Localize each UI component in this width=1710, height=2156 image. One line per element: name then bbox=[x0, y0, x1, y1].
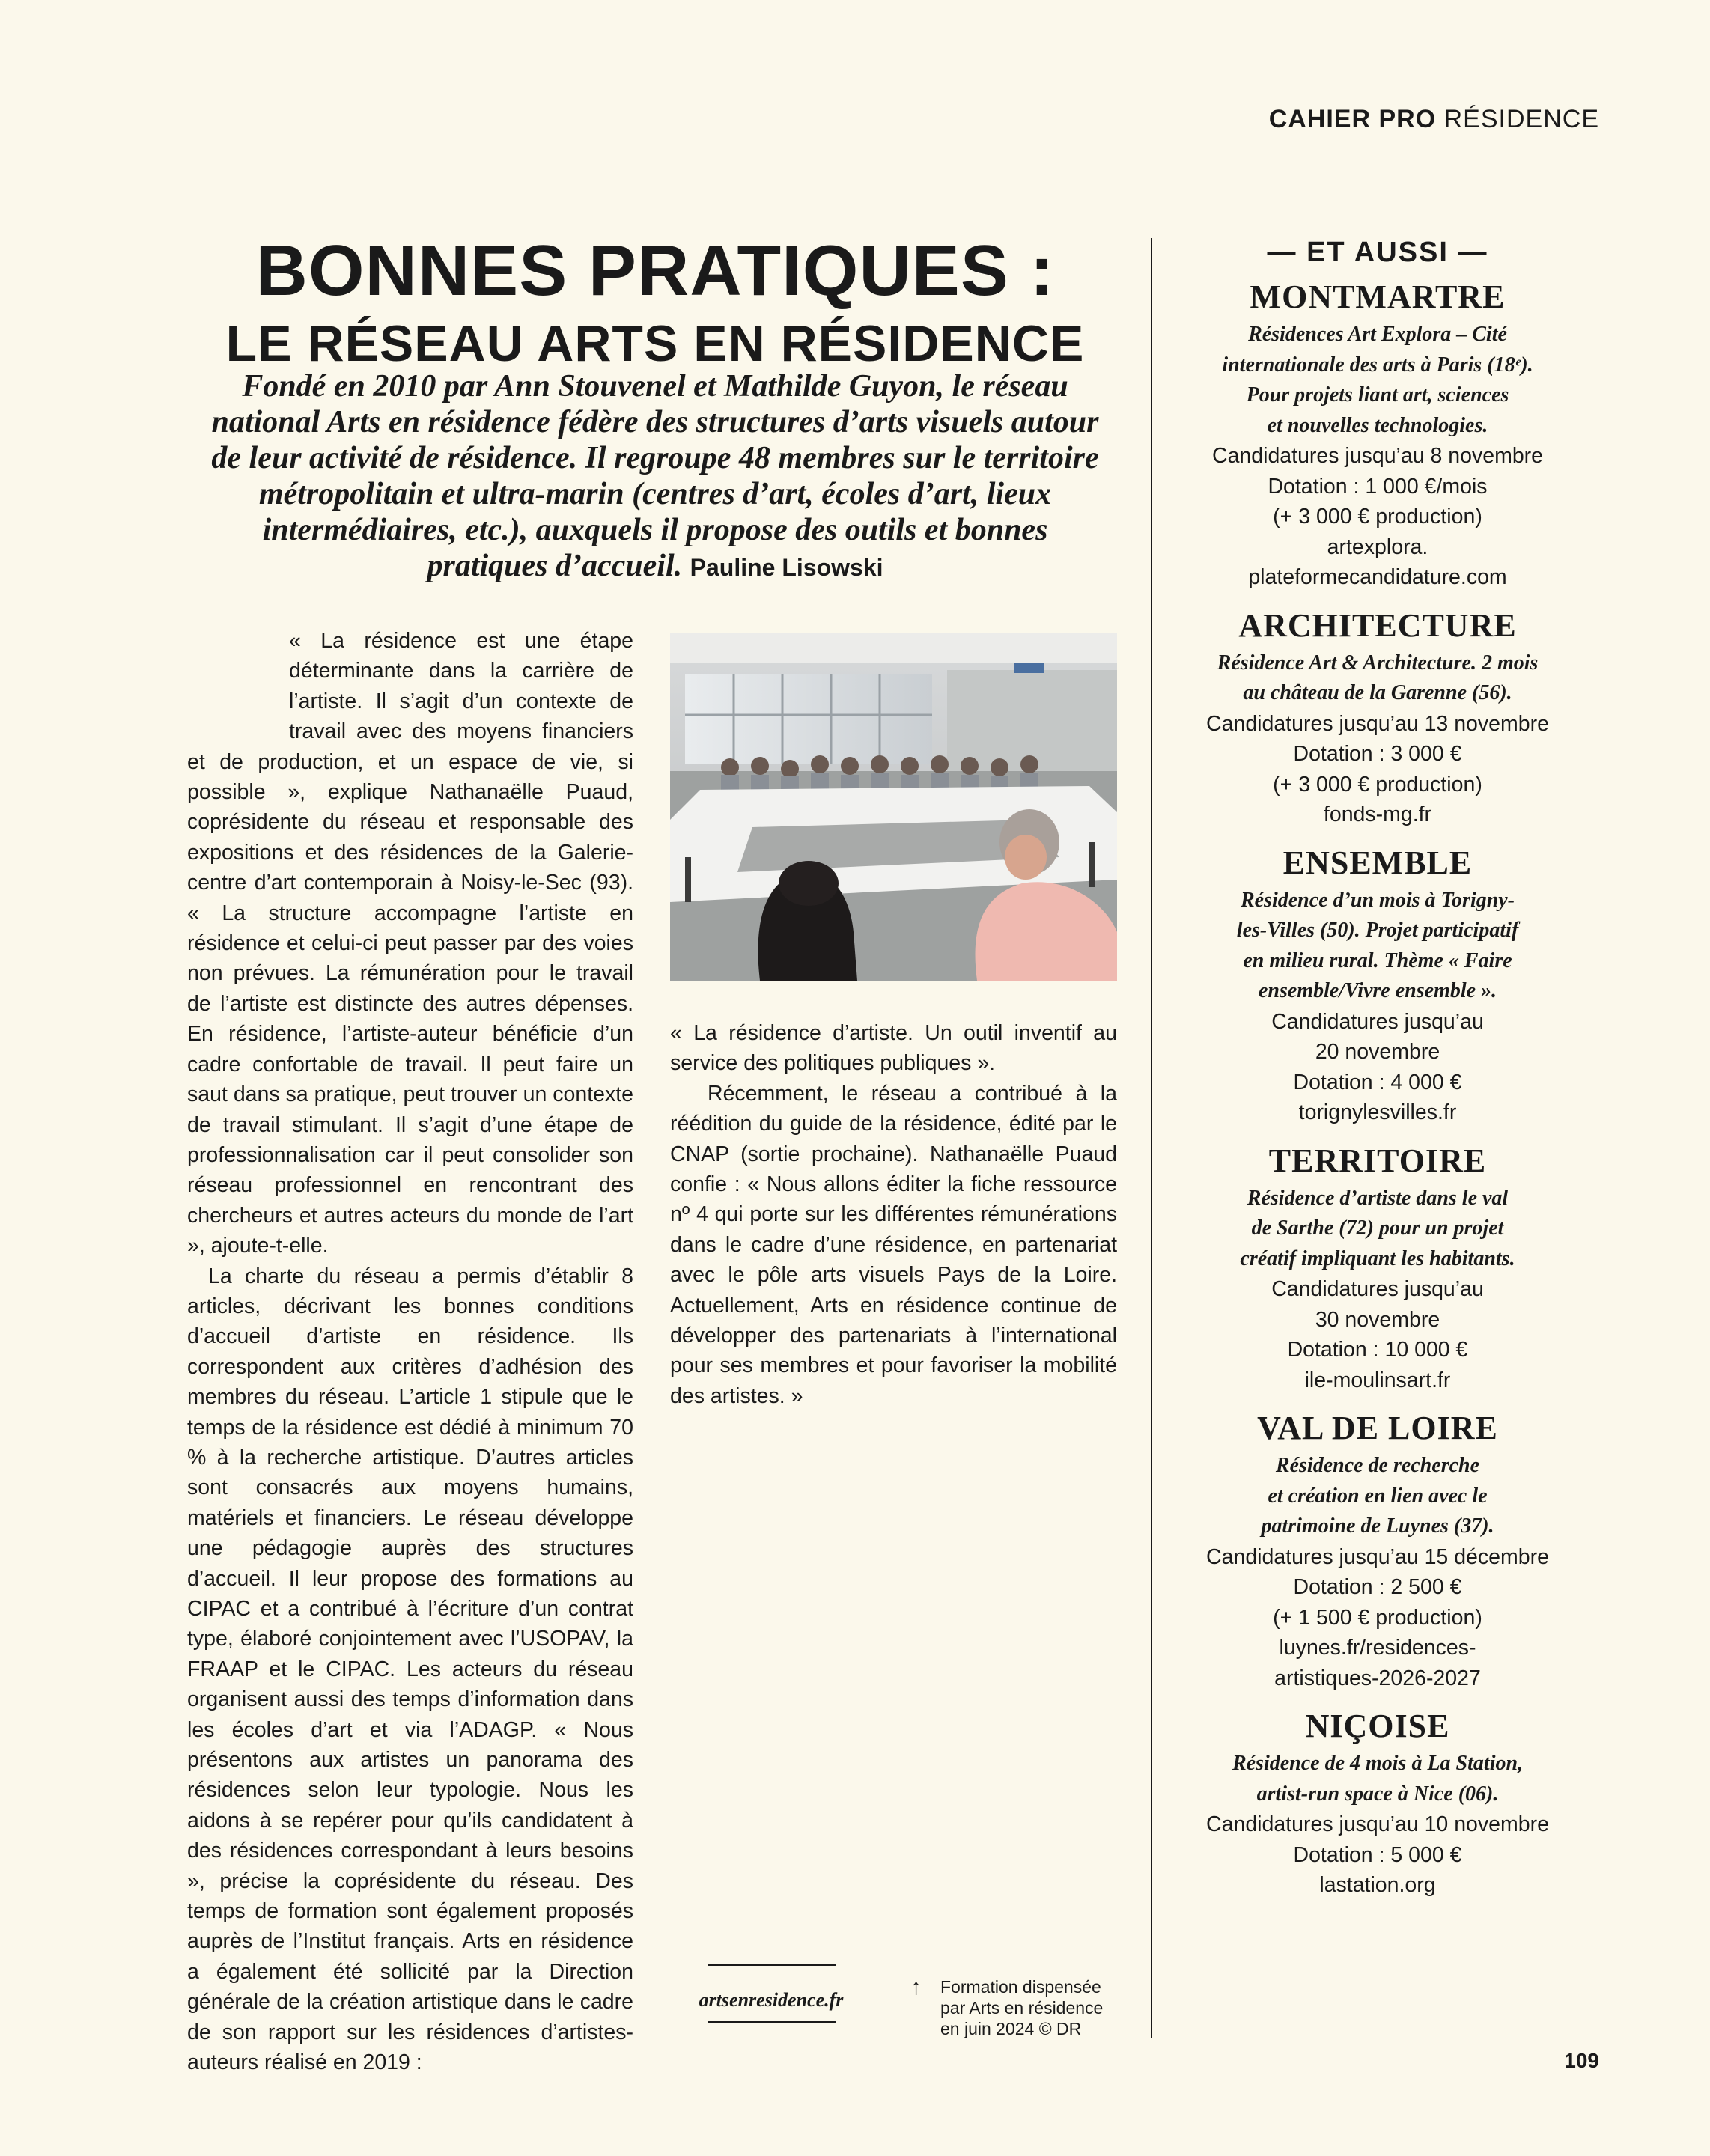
signature-rule-bottom bbox=[708, 2021, 836, 2023]
body-column-1 bbox=[187, 626, 633, 2078]
standfirst-text: Fondé en 2010 par Ann Stouvenel et Mathilde Guyon, le réseau national Arts en résidence fédère des structures d’arts visuels autour de leur activité de résidence. Il regroupe 48 membres sur le territoire métropolitain et ultra-marin (centres d’art, écoles d’art, lieux intermédiaires, etc.), auxquels il propose des outils et bonnes pratiques d’accueil. bbox=[211, 369, 1099, 583]
running-head bbox=[1269, 105, 1599, 134]
sidebar-item-territoire bbox=[1168, 1139, 1587, 1396]
sidebar-item-val-de-loire bbox=[1168, 1406, 1587, 1693]
standfirst bbox=[202, 368, 1108, 585]
sidebar-item-info: Candidatures jusqu’au 10 novembre Dotation : 5 000 € lastation.org bbox=[1206, 1812, 1549, 1897]
author-byline: Pauline Lisowski bbox=[690, 554, 883, 581]
sidebar-et-aussi bbox=[1168, 237, 1587, 1911]
page-number: 109 bbox=[1564, 2049, 1599, 2072]
sidebar-item-architecture bbox=[1168, 603, 1587, 830]
sidebar-item-info: Candidatures jusqu’au 8 novembre Dotation : 1 000 €/mois (+ 3 000 € production) artexplora. plateformecandidature.com bbox=[1211, 444, 1544, 589]
sidebar-item-description: Résidence d’artiste dans le val de Sarthe (72) pour un projet créatif impliquant les habitants. bbox=[1240, 1186, 1515, 1270]
column-divider bbox=[1151, 238, 1152, 2038]
sidebar-item-description: Résidence de 4 mois à La Station, artist-run space à Nice (06). bbox=[1232, 1752, 1524, 1806]
sidebar-item-info: Candidatures jusqu’au 30 novembre Dotation : 10 000 € ile-moulinsart.fr bbox=[1271, 1277, 1484, 1392]
title-line-2: LE RÉSEAU ARTS EN RÉSIDENCE bbox=[225, 315, 1085, 372]
website-signature: artsenresidence.fr bbox=[699, 1989, 844, 2011]
body-paragraph-1: « La résidence est une étape déterminante dans la carrière de l’artiste. Il s’agit d’un contexte de travail avec des moyens financiers et de production, et un espace de vie, si possible », explique Nathanaëlle Puaud, coprésidente du réseau et responsable des expositions et des résidences de la Galerie-centre d’art contemporain à Noisy-le-Sec (93). « La structure accompagne l’artiste en résidence et celui-ci peut passer par des voies non prévues. La rémunération pour le travail de l’artiste est distincte des autres dépenses. En résidence, l’artiste-auteur bénéficie d’un cadre confortable de travail. Il peut faire un saut dans sa pratique, peut trouver un contexte de travail stimulant. Il s’agit d’une étape de professionnalisation car il peut consolider son réseau professionnel en rencontrant des chercheurs et autres acteurs du monde de l’art », ajoute-t-elle. bbox=[187, 629, 633, 1258]
body-paragraph-2: La charte du réseau a permis d’établir 8 articles, décrivant les bonnes conditions d’accueil d’artiste en résidence. Ils correspondent aux critères d’adhésion des membres du réseau. L’article 1 stipule que le temps de la résidence est dédié à minimum 70 % à la recherche artistique. D’autres articles sont consacrés aux moyens humains, matériels et financiers. Le réseau développe une pédagogie auprès des structures d’accueil. Il leur propose des formations au CIPAC et a contribué à l’écriture d’un contrat type, élaboré conjointement avec l’USOPAV, la FRAAP et le CIPAC. Les acteurs du réseau organisent aussi des temps d’information dans les écoles d’art et via l’ADAGP. « Nous présentons aux artistes un panorama des résidences selon leur typologie. Nous les aidons à se repérer pour qu’ils candidatent à des résidences correspondant à leurs besoins », précise la coprésidente du réseau. Des temps de formation sont également proposés auprès de l’Institut français. Arts en résidence a également été sollicité par la Direction générale de la création artistique dans le cadre de son rapport sur les résidences d’artistes-auteurs réalisé en 2019 : bbox=[187, 1264, 633, 2075]
sidebar-item-heading: VAL DE LOIRE bbox=[1257, 1410, 1498, 1446]
sidebar-item-nicoise bbox=[1168, 1704, 1587, 1901]
sidebar-item-info: Candidatures jusqu’au 13 novembre Dotation : 3 000 € (+ 3 000 € production) fonds-mg.fr bbox=[1206, 711, 1549, 826]
arrow-up-icon: ↑ bbox=[910, 1975, 922, 2000]
body-column-2 bbox=[670, 1018, 1117, 1411]
body-paragraph-4: Récemment, le réseau a contribué à la réédition du guide de la résidence, édité par le CNAP (sortie prochaine). Nathanaëlle Puaud confie : « Nous allons éditer la fiche ressource nº 4 qui porte sur les différentes rémunérations dans le cadre d’une résidence, en partenariat avec le pôle arts visuels Pays de la Loire. Actuellement, Arts en résidence continue de développer des partenariats à l’international pour ses membres et pour favoriser la mobilité des artistes. » bbox=[670, 1081, 1117, 1408]
photo-caption: Formation dispensée par Arts en résidence en juin 2024 © DR bbox=[940, 1977, 1104, 2038]
sidebar-item-heading: MONTMARTRE bbox=[1250, 278, 1506, 315]
running-head-rubric: RÉSIDENCE bbox=[1443, 105, 1599, 133]
sidebar-item-info: Candidatures jusqu’au 15 décembre Dotation : 2 500 € (+ 1 500 € production) luynes.fr/residences- artistiques-2026-2027 bbox=[1206, 1544, 1549, 1690]
sidebar-item-heading: ARCHITECTURE bbox=[1238, 606, 1517, 644]
sidebar-item-description: Résidence Art & Architecture. 2 mois au château de la Garenne (56). bbox=[1217, 651, 1539, 704]
body-paragraph-3: « La résidence d’artiste. Un outil inventif au service des politiques publiques ». bbox=[670, 1021, 1117, 1076]
sidebar-item-description: Résidences Art Explora – Cité internationale des arts à Paris (18ᵉ). Pour projets liant art, sciences et nouvelles technologies. bbox=[1222, 323, 1533, 437]
sidebar-item-description: Résidence de recherche et création en lien avec le patrimoine de Luynes (37). bbox=[1261, 1454, 1494, 1538]
sidebar-header: — ET AUSSI — bbox=[1267, 237, 1488, 268]
article-photo bbox=[670, 633, 1117, 981]
sidebar-item-description: Résidence d’un mois à Torigny- les-Villes (50). Projet participatif en milieu rural. Thème « Faire ensemble/Vivre ensemble ». bbox=[1236, 888, 1519, 1002]
title-line-1: BONNES PRATIQUES : bbox=[255, 231, 1055, 311]
article-title bbox=[187, 231, 1123, 374]
sidebar-item-heading: TERRITOIRE bbox=[1268, 1142, 1487, 1179]
sidebar-item-montmartre bbox=[1168, 275, 1587, 593]
running-head-section: CAHIER PRO bbox=[1268, 105, 1437, 133]
sidebar-item-heading: NIÇOISE bbox=[1305, 1708, 1450, 1744]
sidebar-item-info: Candidatures jusqu’au 20 novembre Dotation : 4 000 € torignylesvilles.fr bbox=[1271, 1009, 1484, 1124]
sidebar-item-heading: ENSEMBLE bbox=[1282, 844, 1473, 881]
signature-rule-top bbox=[708, 1964, 836, 1966]
sidebar-item-ensemble bbox=[1168, 841, 1587, 1128]
